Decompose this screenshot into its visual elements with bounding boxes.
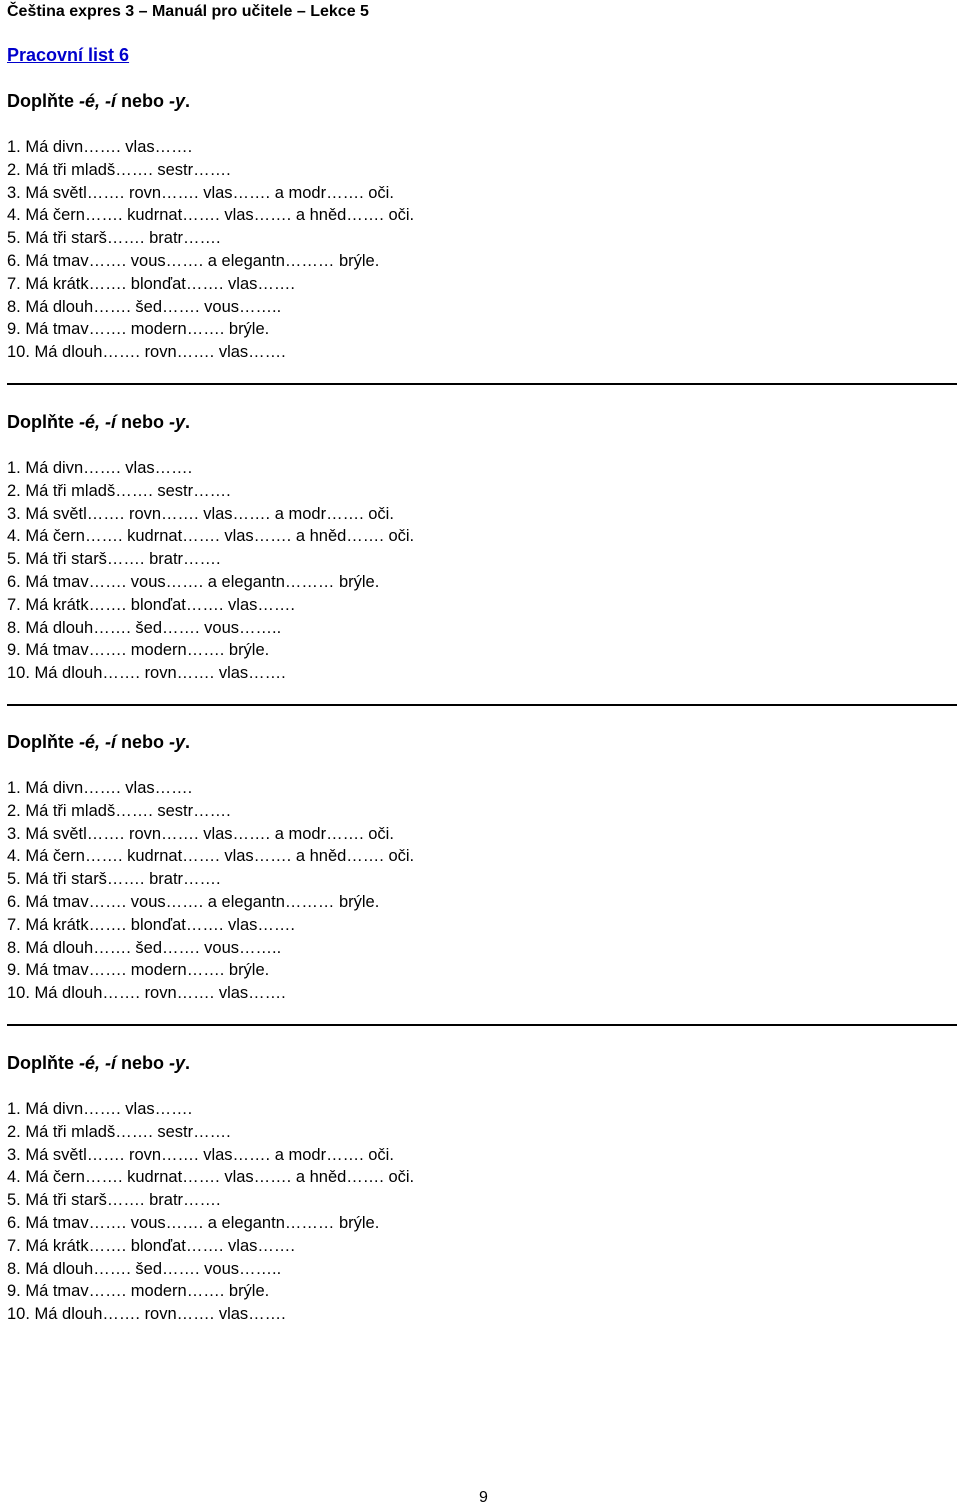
document-header: Čeština expres 3 – Manuál pro učitele – Lekce 5 — [7, 3, 369, 20]
exercise-item: 6. Má tmav……. vous……. a elegantn……… brýle. — [7, 251, 380, 270]
exercise-section-1 — [7, 90, 957, 364]
exercise-item: 8. Má dlouh……. šed……. vous…….. — [7, 938, 282, 957]
exercise-item: 7. Má krátk……. blonďat……. vlas……. — [7, 1236, 295, 1255]
exercise-item: 8. Má dlouh……. šed……. vous…….. — [7, 297, 282, 316]
exercise-item: 10. Má dlouh……. rovn……. vlas……. — [7, 1305, 286, 1324]
exercise-item: 8. Má dlouh……. šed……. vous…….. — [7, 1259, 282, 1278]
worksheet-title: Pracovní list 6 — [7, 45, 130, 65]
section-divider — [7, 704, 957, 706]
exercise-item: 3. Má světl……. rovn……. vlas……. a modr……. oči. — [7, 504, 394, 523]
exercise-item: 5. Má tři starš……. bratr……. — [7, 229, 221, 248]
exercise-instruction: Doplňte -é, -í nebo -y. — [7, 412, 191, 432]
exercise-list — [7, 777, 957, 1005]
exercise-item: 2. Má tři mladš……. sestr……. — [7, 1122, 231, 1141]
exercise-item: 4. Má čern……. kudrnat……. vlas……. a hněd……. oči. — [7, 527, 415, 546]
exercise-item: 4. Má čern……. kudrnat……. vlas……. a hněd……. oči. — [7, 847, 415, 866]
exercise-instruction: Doplňte -é, -í nebo -y. — [7, 91, 191, 111]
exercise-item: 10. Má dlouh……. rovn……. vlas……. — [7, 664, 286, 683]
exercise-item: 2. Má tři mladš……. sestr……. — [7, 481, 231, 500]
exercise-item: 1. Má divn……. vlas……. — [7, 138, 193, 156]
exercise-list — [7, 136, 957, 364]
exercise-item: 10. Má dlouh……. rovn……. vlas……. — [7, 343, 286, 362]
exercise-item: 2. Má tři mladš……. sestr……. — [7, 801, 231, 820]
exercise-item: 4. Má čern……. kudrnat……. vlas……. a hněd……. oči. — [7, 206, 415, 225]
exercise-section-3 — [7, 731, 957, 1005]
exercise-section-2 — [7, 411, 957, 685]
exercise-item: 8. Má dlouh……. šed……. vous…….. — [7, 618, 282, 637]
exercise-item: 9. Má tmav……. modern……. brýle. — [7, 1282, 270, 1301]
exercise-item: 10. Má dlouh……. rovn……. vlas……. — [7, 984, 286, 1003]
exercise-list — [7, 1098, 957, 1326]
exercise-item: 3. Má světl……. rovn……. vlas……. a modr……. oči. — [7, 824, 394, 843]
section-divider — [7, 1024, 957, 1026]
exercise-item: 6. Má tmav……. vous……. a elegantn……… brýle. — [7, 892, 380, 911]
exercise-item: 9. Má tmav……. modern……. brýle. — [7, 641, 270, 660]
exercise-item: 7. Má krátk……. blonďat……. vlas……. — [7, 915, 295, 934]
exercise-item: 6. Má tmav……. vous……. a elegantn……… brýle. — [7, 1213, 380, 1232]
exercise-item: 9. Má tmav……. modern……. brýle. — [7, 961, 270, 980]
exercise-item: 7. Má krátk……. blonďat……. vlas……. — [7, 274, 295, 293]
exercise-item: 9. Má tmav……. modern……. brýle. — [7, 320, 270, 339]
exercise-item: 1. Má divn……. vlas……. — [7, 459, 193, 477]
exercise-item: 4. Má čern……. kudrnat……. vlas……. a hněd……. oči. — [7, 1168, 415, 1187]
exercise-item: 6. Má tmav……. vous……. a elegantn……… brýle. — [7, 572, 380, 591]
exercise-section-4 — [7, 1052, 957, 1326]
exercise-item: 5. Má tři starš……. bratr……. — [7, 550, 221, 569]
exercise-item: 1. Má divn……. vlas……. — [7, 779, 193, 797]
exercise-item: 5. Má tři starš……. bratr……. — [7, 870, 221, 889]
exercise-item: 3. Má světl……. rovn……. vlas……. a modr……. oči. — [7, 183, 394, 202]
section-divider — [7, 383, 957, 385]
page-number: 9 — [479, 1489, 488, 1506]
exercise-item: 7. Má krátk……. blonďat……. vlas……. — [7, 595, 295, 614]
exercise-item: 1. Má divn……. vlas……. — [7, 1100, 193, 1118]
exercise-item: 2. Má tři mladš……. sestr……. — [7, 160, 231, 179]
exercise-item: 3. Má světl……. rovn……. vlas……. a modr……. oči. — [7, 1145, 394, 1164]
exercise-instruction: Doplňte -é, -í nebo -y. — [7, 1053, 191, 1073]
exercise-instruction: Doplňte -é, -í nebo -y. — [7, 732, 191, 752]
exercise-item: 5. Má tři starš……. bratr……. — [7, 1191, 221, 1210]
exercise-list — [7, 457, 957, 685]
